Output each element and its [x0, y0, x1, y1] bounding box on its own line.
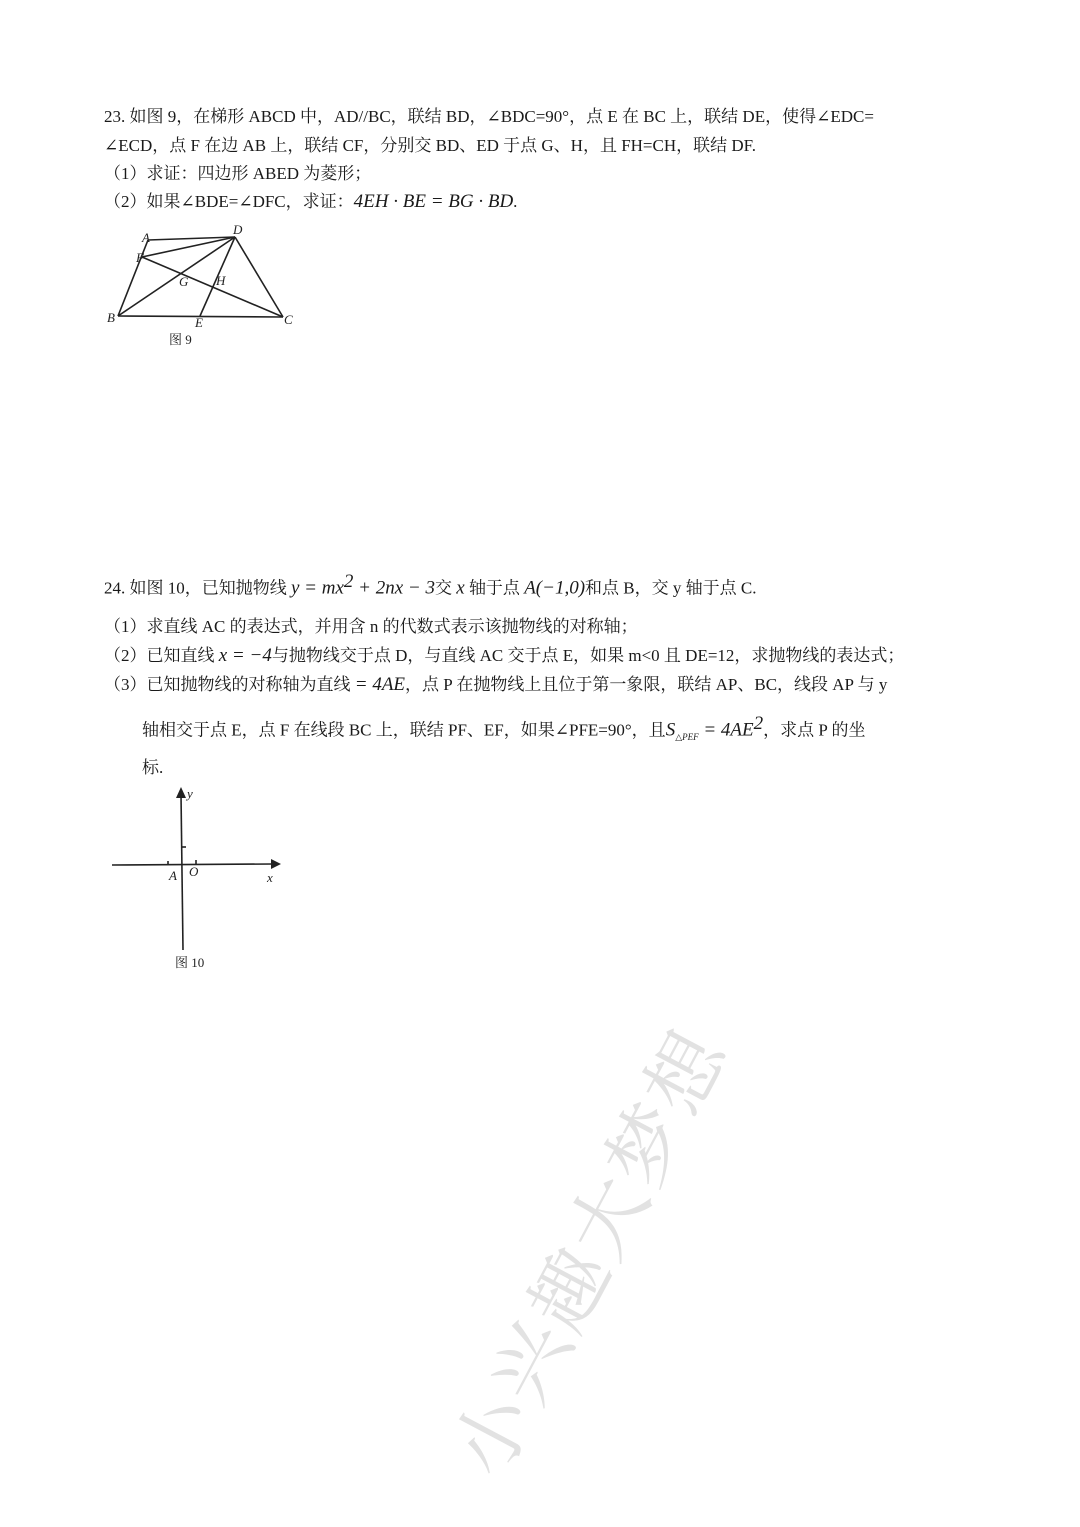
q24-text: 轴于点	[464, 578, 525, 598]
q24-part3-text: ，点 P 在抛物线上且位于第一象限，联结 AP、BC，线段 AP 与 y	[405, 675, 888, 694]
y-arrow-icon	[176, 787, 186, 798]
label-H: H	[216, 273, 226, 288]
label-E: E	[195, 315, 203, 330]
q24-exponent: 2	[343, 571, 354, 592]
label-A: A	[169, 868, 177, 883]
q24-text: 交	[435, 578, 457, 598]
q24-area-exp: 2	[753, 713, 764, 734]
q24-part2	[104, 645, 904, 667]
q23-part1: （1）求证：四边形 ABED 为菱形；	[104, 164, 372, 183]
q24-text: 24. 如图 10，已知抛物线	[104, 578, 291, 598]
q24-area-S: S	[665, 719, 676, 741]
label-A: A	[142, 230, 150, 245]
q24-part3-eq: = 4AE	[354, 674, 406, 695]
q24-part3-line3: 标.	[142, 758, 164, 777]
q24-area-sub: △PEF	[675, 732, 699, 743]
label-F: F	[136, 250, 144, 265]
q23-part2	[104, 191, 517, 213]
watermark: 小兴趣大梦想	[435, 1014, 747, 1491]
y-axis	[181, 794, 183, 950]
x-arrow-icon	[271, 859, 281, 869]
figure-10-caption: 图 10	[175, 955, 205, 970]
q24-part3	[104, 674, 887, 696]
label-C: C	[284, 312, 293, 327]
q24-text: 和点 B，交 y 轴于点 C.	[585, 578, 757, 598]
q24-part1: （1）求直线 AC 的表达式，并用含 n 的代数式表示该抛物线的对称轴；	[104, 617, 638, 636]
q23-part2-text: （2）如果∠BDE=∠DFC，求证：	[104, 192, 354, 211]
q24-part3-line2	[142, 713, 865, 748]
q24-part2-text: 与抛物线交于点 D，与直线 AC 交于点 E，如果 m<0 且 DE=12，求抛物线的表达式；	[271, 646, 905, 665]
segment-FC	[142, 257, 283, 317]
q24-part2-eq: x = −4	[218, 645, 272, 666]
label-G: G	[179, 274, 189, 289]
segment-DC	[235, 237, 283, 317]
q23-part2-end: .	[513, 192, 518, 211]
q23-line1: 23. 如图 9，在梯形 ABCD 中，AD//BC，联结 BD，∠BDC=90°，点 E 在 BC 上，联结 DE，使得∠EDC=	[104, 107, 874, 126]
q24-equation-rest: + 2nx − 3	[353, 577, 435, 599]
q24-part2-text: （2）已知直线	[104, 646, 219, 665]
q23-line2: ∠ECD，点 F 在边 AB 上，联结 CF，分别交 BD、ED 于点 G、H，且 FH=CH，联结 DF.	[104, 136, 756, 155]
label-B: B	[107, 310, 115, 325]
figure-9	[105, 222, 350, 352]
q24-area-eq: = 4AE	[698, 719, 754, 741]
q24-part3-text: （3）已知抛物线的对称轴为直线	[104, 675, 355, 694]
q24-point-A: A(−1,0)	[524, 577, 586, 599]
label-y: y	[187, 786, 193, 801]
label-x: x	[267, 870, 273, 885]
figure-10	[105, 782, 340, 977]
q24-x: x	[456, 577, 465, 599]
q23-part2-math: 4EH · BE = BG · BD	[353, 191, 514, 212]
q24-equation: y = mx	[291, 577, 344, 599]
q24-line1	[104, 571, 756, 600]
label-D: D	[233, 222, 243, 237]
label-O: O	[189, 864, 199, 879]
q24-part3-text: 轴相交于点 E，点 F 在线段 BC 上，联结 PF、EF，如果∠PFE=90°，且	[142, 720, 666, 740]
q24-part3-text: ，求点 P 的坐	[763, 720, 866, 740]
figure-9-caption: 图 9	[169, 332, 192, 347]
